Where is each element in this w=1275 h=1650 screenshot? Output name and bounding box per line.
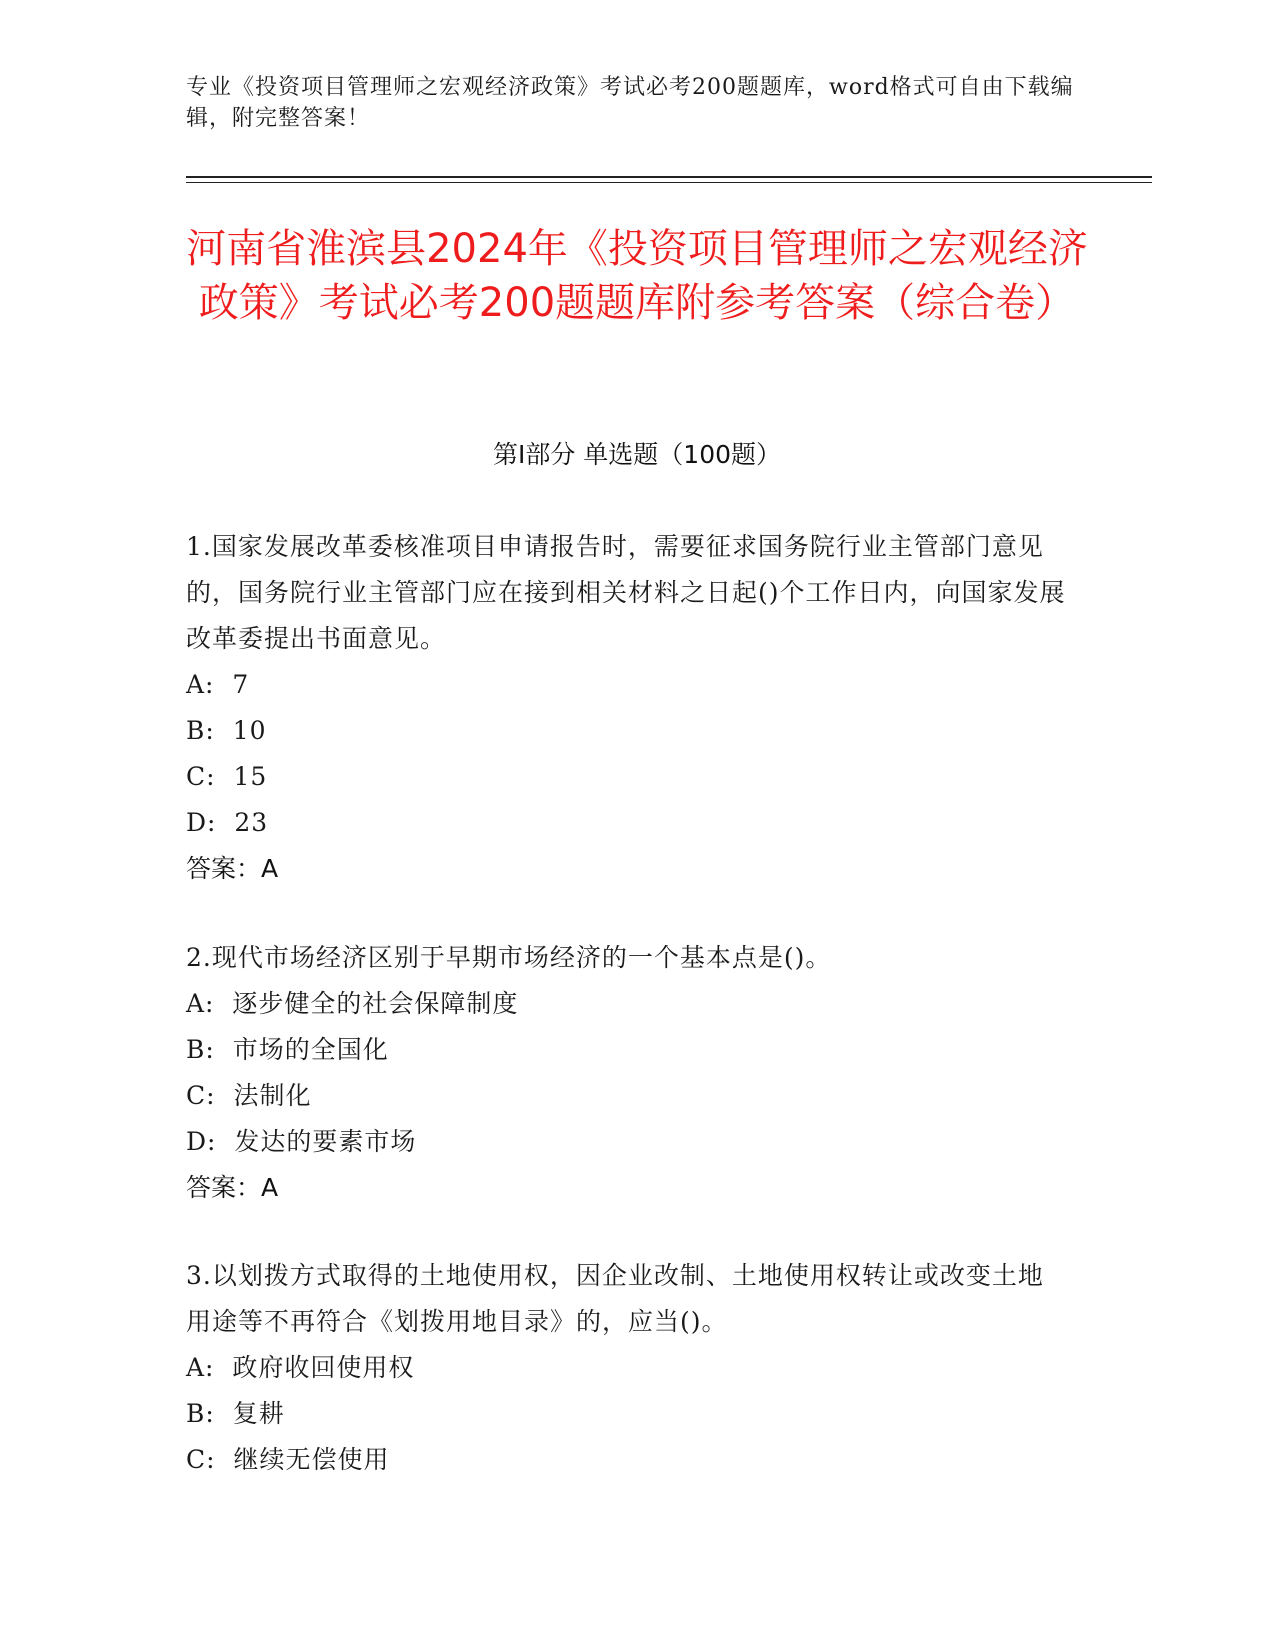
option-c: C: 15 <box>186 762 268 791</box>
option-a: A: 7 <box>186 670 250 699</box>
answer: 答案：A <box>186 854 279 883</box>
option-a: A: 政府收回使用权 <box>186 1353 415 1382</box>
option-d: D: 23 <box>186 808 269 837</box>
header-note: 专业《投资项目管理师之宏观经济政策》考试必考200题题库，word格式可自由下载编辑，附完整答案！ <box>186 75 1074 131</box>
option-d: D: 发达的要素市场 <box>186 1127 417 1156</box>
question-stem: 3.以划拨方式取得的土地使用权，因企业改制、土地使用权转让或改变土地用途等不再符合《划拨用地目录》的，应当()。 <box>186 1261 1044 1336</box>
question-2 <box>186 935 1066 1211</box>
document-title: 河南省淮滨县2024年《投资项目管理师之宏观经济政策》考试必考200题题库附参考答案（综合卷） <box>186 226 1088 326</box>
answer: 答案：A <box>186 1173 279 1202</box>
question-1 <box>186 524 1066 892</box>
option-b: B: 市场的全国化 <box>186 1035 389 1064</box>
option-b: B: 10 <box>186 716 267 745</box>
question-3 <box>186 1253 1066 1483</box>
option-a: A: 逐步健全的社会保障制度 <box>186 989 519 1018</box>
section-title: 第I部分 单选题（100题） <box>492 440 782 469</box>
option-c: C: 继续无偿使用 <box>186 1445 390 1474</box>
option-c: C: 法制化 <box>186 1081 312 1110</box>
question-stem: 2.现代市场经济区别于早期市场经济的一个基本点是()。 <box>186 943 832 972</box>
header-divider-thick <box>186 176 1152 178</box>
header-divider-thin <box>186 182 1152 183</box>
option-b: B: 复耕 <box>186 1399 285 1428</box>
question-stem: 1.国家发展改革委核准项目申请报告时，需要征求国务院行业主管部门意见的，国务院行业主管部门应在接到相关材料之日起()个工作日内，向国家发展改革委提出书面意见。 <box>186 532 1066 653</box>
